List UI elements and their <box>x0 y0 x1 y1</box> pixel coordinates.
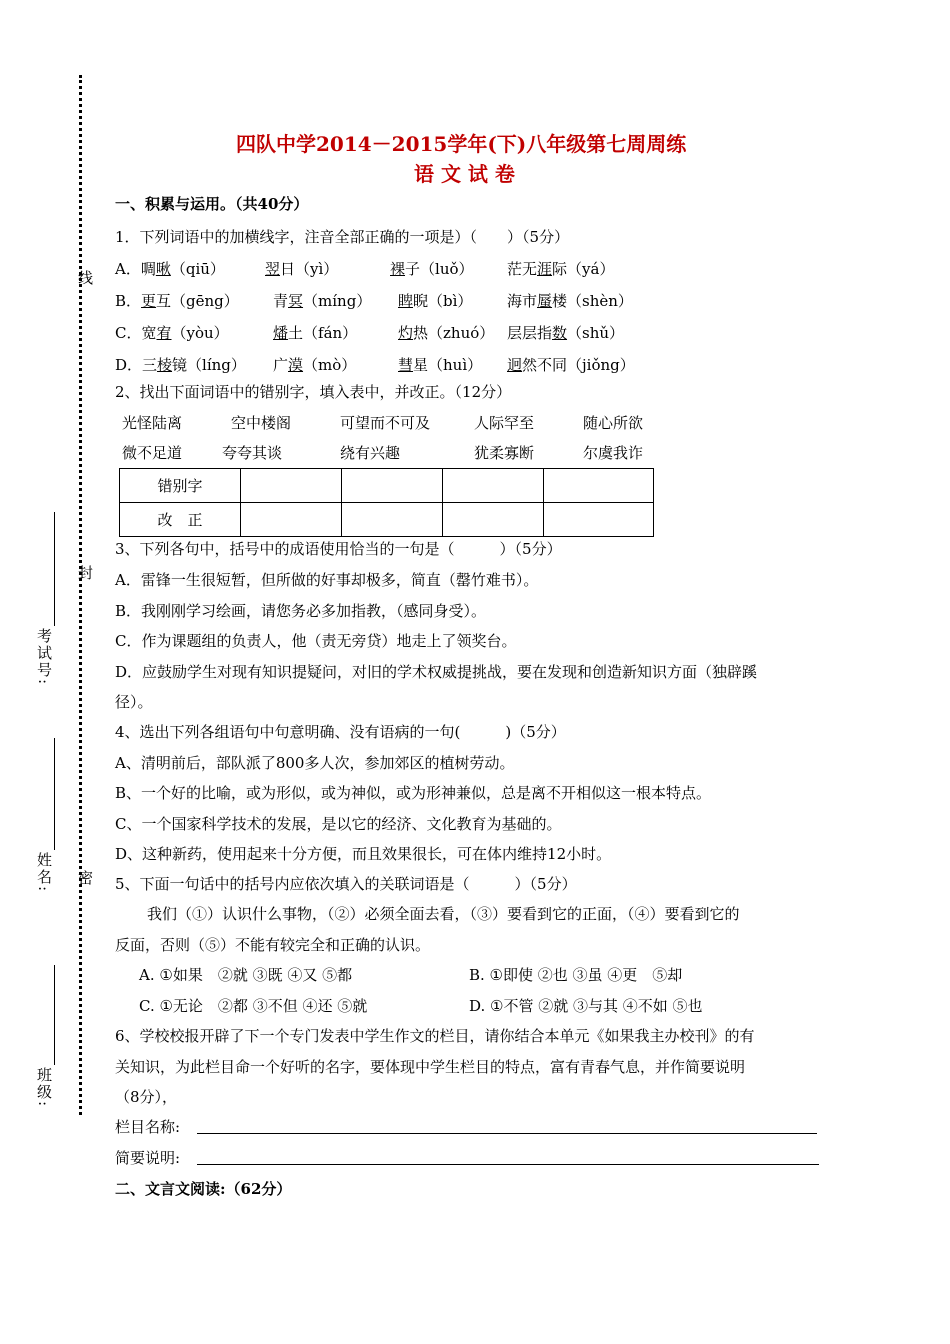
q6-text-cont: 关知识，为此栏目命一个好听的名字，要体现中学生栏目的特点，富有青春气息，并作简要说明 <box>115 1058 746 1076</box>
answer-cell[interactable] <box>241 469 342 503</box>
q1-option-c-4: 层层指数（shǔ） <box>507 324 625 342</box>
q4-option-a: A、清明前后，部队派了800多人次，参加郊区的植树劳动。 <box>115 754 515 772</box>
q6-text-cont-2: （8分）， <box>115 1088 178 1106</box>
q6-text: 6、学校校报开辟了下一个专门发表中学生作文的栏目，请你结合本单元《如果我主办校刊》的有 <box>115 1027 755 1045</box>
q3-option-b: B．我刚刚学习绘画，请您务必多加指教，（感同身受）。 <box>115 602 487 620</box>
q2-word: 犹柔寡断 <box>474 444 535 462</box>
section-heading-1: 一、积累与运用。（共40分） <box>115 195 309 213</box>
q1-option-c: C．宽宥（yòu） <box>115 324 229 342</box>
q2-word: 可望而不可及 <box>340 414 431 432</box>
table-label-wrong: 错别字 <box>120 469 241 503</box>
exam-number-label: 考试号: <box>35 628 53 687</box>
q2-word: 光怪陆离 <box>122 414 183 432</box>
class-label: 班级: <box>35 1067 53 1109</box>
q3-option-d: D．应鼓励学生对现有知识提疑问，对旧的学术权威提挑战，要在发现和创造新知识方面（独辟蹊 <box>115 663 758 681</box>
binding-label-line: 线 <box>76 270 94 287</box>
q5-option-b: B. ①即使 ②也 ③虽 ④更 ⑤却 <box>469 966 683 984</box>
answer-cell[interactable] <box>544 503 654 537</box>
q1-option-d-4: 迥然不同（jiǒng） <box>507 356 635 374</box>
q5-option-a: A. ①如果 ②就 ③既 ④又 ⑤都 <box>139 966 353 984</box>
q5-stem: 5、下面一句话中的括号内应依次填入的关联词语是（ ）（5分） <box>115 875 577 893</box>
table-label-correct: 改 正 <box>120 503 241 537</box>
answer-cell[interactable] <box>544 469 654 503</box>
q5-option-c: C. ①无论 ②都 ③不但 ④还 ⑤就 <box>139 997 368 1015</box>
q1-option-a-3: 裸子（luǒ） <box>390 260 474 278</box>
binding-label-secret: 密 <box>76 870 94 887</box>
q2-stem: 2、找出下面词语中的错别字，填入表中，并改正。（12分） <box>115 383 512 401</box>
q1-option-b-2: 青冥（míng） <box>273 292 372 310</box>
q5-sentence: 我们（①）认识什么事物，（②）必须全面去看，（③）要看到它的正面，（④）要看到它的 <box>147 905 740 923</box>
binding-label-seal: 封 <box>76 565 94 582</box>
q1-stem: 1．下列词语中的加横线字，注音全部正确的一项是）（ ）（5分） <box>115 228 570 246</box>
q1-option-c-3: 灼热（zhuó） <box>398 324 495 342</box>
binding-dotted-line <box>79 75 82 1115</box>
name-line <box>54 738 55 850</box>
q1-option-b: B．更互（gēng） <box>115 292 239 310</box>
exam-number-line <box>54 512 55 626</box>
q2-word: 人际罕至 <box>474 414 535 432</box>
q2-word: 尔虞我诈 <box>583 444 644 462</box>
answer-cell[interactable] <box>443 469 544 503</box>
q1-option-a-4: 茫无涯际（yá） <box>507 260 615 278</box>
q5-option-d: D. ①不管 ②就 ③与其 ④不如 ⑤也 <box>469 997 703 1015</box>
description-field[interactable] <box>197 1164 819 1165</box>
description-label: 简要说明: <box>115 1149 181 1167</box>
table-row <box>120 469 654 503</box>
name-label: 姓名: <box>35 852 53 894</box>
class-line <box>54 965 55 1065</box>
q4-option-c: C、一个国家科学技术的发展，是以它的经济、文化教育为基础的。 <box>115 815 562 833</box>
q1-option-d-3: 彗星（huì） <box>398 356 483 374</box>
correction-table <box>119 468 654 537</box>
q1-option-c-2: 燔土（fán） <box>273 324 358 342</box>
q1-option-d-2: 广漠（mò） <box>273 356 357 374</box>
q1-option-b-4: 海市蜃楼（shèn） <box>507 292 633 310</box>
q4-option-b: B、一个好的比喻，或为形似，或为神似，或为形神兼似，总是离不开相似这一根本特点。 <box>115 784 712 802</box>
page-subtitle: 语 文 试 卷 <box>414 162 515 186</box>
q3-option-a: A．雷锋一生很短暂，但所做的好事却极多，简直（罄竹难书）。 <box>115 571 539 589</box>
q3-option-c: C．作为课题组的负责人，他（责无旁贷）地走上了领奖台。 <box>115 632 517 650</box>
q5-sentence-cont: 反面，否则（⑤）不能有较完全和正确的认识。 <box>115 936 431 954</box>
column-name-field[interactable] <box>197 1133 817 1134</box>
page-title: 四队中学2014－2015学年(下)八年级第七周周练 <box>236 132 687 156</box>
answer-cell[interactable] <box>342 503 443 537</box>
column-name-label: 栏目名称: <box>115 1118 181 1136</box>
q4-stem: 4、选出下列各组语句中句意明确、没有语病的一句( )（5分） <box>115 723 566 741</box>
q2-word: 夸夸其谈 <box>222 444 283 462</box>
q1-option-b-3: 睥睨（bì） <box>398 292 473 310</box>
q2-word: 绕有兴趣 <box>340 444 401 462</box>
section-heading-2: 二、文言文阅读:（62分） <box>115 1180 292 1198</box>
q2-word: 微不足道 <box>122 444 183 462</box>
answer-cell[interactable] <box>443 503 544 537</box>
q1-option-d: D．三棱镜（líng） <box>115 356 246 374</box>
q3-option-d-cont: 径）。 <box>115 693 153 711</box>
q4-option-d: D、这种新药，使用起来十分方便，而且效果很长，可在体内维持12小时。 <box>115 845 612 863</box>
q1-option-a: A．啁啾（qiū） <box>115 260 225 278</box>
answer-cell[interactable] <box>342 469 443 503</box>
table-row <box>120 503 654 537</box>
answer-cell[interactable] <box>241 503 342 537</box>
q1-option-a-2: 翌日（yì） <box>265 260 339 278</box>
q3-stem: 3、下列各句中，括号中的成语使用恰当的一句是（ ）（5分） <box>115 540 562 558</box>
q2-word: 随心所欲 <box>583 414 644 432</box>
q2-word: 空中楼阁 <box>231 414 292 432</box>
